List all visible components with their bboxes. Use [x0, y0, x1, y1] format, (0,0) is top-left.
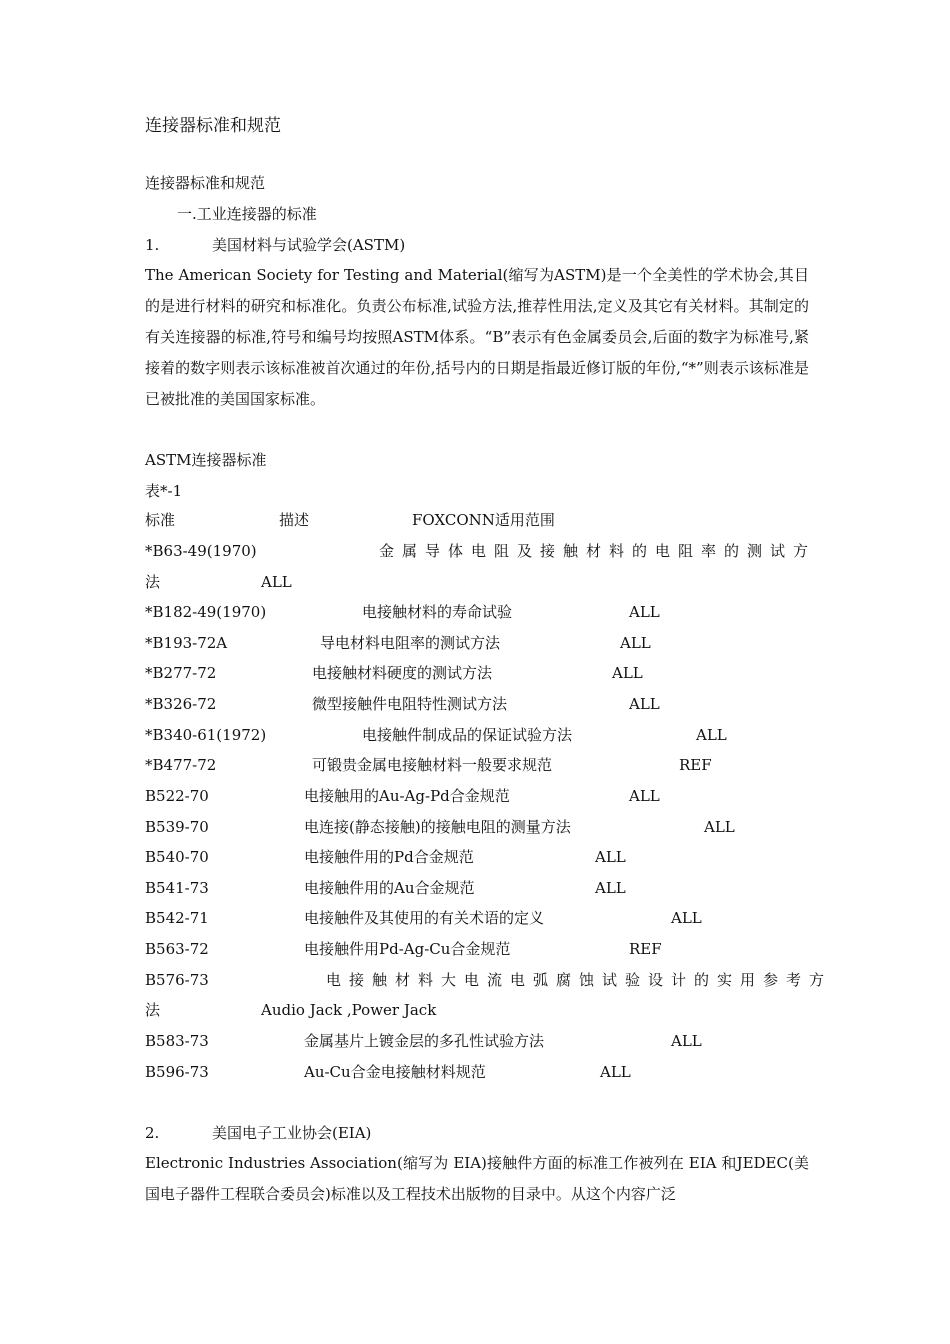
table-row — [145, 847, 809, 867]
row-description: 导电材料电阻率的测试方法 — [320, 634, 501, 652]
row-standard: *B182-49(1970) — [145, 603, 267, 621]
table-row-continuation — [145, 1000, 809, 1020]
document-subtitle: 连接器标准和规范 — [145, 174, 266, 192]
row-standard: *B193-72A — [145, 634, 228, 652]
document-title: 连接器标准和规范 — [145, 116, 281, 136]
row-description: Au-Cu合金电接触材料规范 — [304, 1063, 486, 1081]
row-scope: ALL — [612, 664, 643, 682]
table-row — [145, 1062, 809, 1082]
row-description: 电连接(静态接触)的接触电阻的测量方法 — [304, 818, 571, 836]
row-standard: *B326-72 — [145, 695, 217, 713]
row-description: 可锻贵金属电接触材料一般要求规范 — [312, 756, 553, 774]
table-row — [145, 878, 809, 898]
table-row — [145, 1031, 809, 1051]
row-description: 电接触件及其使用的有关术语的定义 — [304, 909, 545, 927]
row-standard: B583-73 — [145, 1032, 209, 1050]
row-description: 电接触件用的Au合金规范 — [304, 879, 475, 897]
row-description-continued: 法 — [145, 573, 161, 591]
row-scope: ALL — [671, 1032, 702, 1050]
table-row — [145, 663, 809, 683]
table-row — [145, 725, 809, 745]
row-description: 金属导体电阻及接触材料的电阻率的测试方 — [379, 542, 817, 560]
table-row — [145, 908, 809, 928]
table-row — [145, 970, 833, 990]
table-row — [145, 939, 809, 959]
row-scope: ALL — [261, 573, 292, 591]
table-row — [145, 633, 809, 653]
row-description: 微型接触件电阻特性测试方法 — [312, 695, 508, 713]
row-scope: ALL — [704, 818, 735, 836]
eia-paragraph: Electronic Industries Association(缩写为 EIA)接触件方面的标准工作被列在 EIA 和JEDEC(美国电子器件工程联合委员会)标准以及工程技术出版物的目录中。从这个内容广泛 — [145, 1154, 809, 1203]
astm-table-title: ASTM连接器标准 — [145, 451, 267, 469]
astm-paragraph: The American Society for Testing and Material(缩写为ASTM)是一个全美性的学术协会,其目的是进行材料的研究和标准化。负责公布标准,试验方法,推荐性用法,定义及其它有关材料。其制定的有关连接器的标准,符号和编号均按照ASTM体系。“B”表示有色金属委员会,后面的数字为标准号,紧接着的数字则表示该标准被首次通过的年份,括号内的日期是指最近修订版的年份,“*”则表示该标准是已被批准的美国国家标准。 — [145, 266, 809, 408]
table-row-continuation — [145, 572, 809, 592]
row-scope: ALL — [671, 909, 702, 927]
section-heading: 一.工业连接器的标准 — [177, 205, 317, 223]
header-scope: FOXCONN适用范围 — [412, 511, 555, 529]
row-scope: ALL — [629, 787, 660, 805]
row-standard: B596-73 — [145, 1063, 209, 1081]
astm-title: 美国材料与试验学会(ASTM) — [212, 236, 406, 254]
row-description: 金属基片上镀金层的多孔性试验方法 — [304, 1032, 545, 1050]
row-description-continued: 法 — [145, 1001, 161, 1019]
row-standard: *B277-72 — [145, 664, 217, 682]
astm-table-label: 表*-1 — [145, 482, 183, 500]
row-description: 电接触用的Au-Ag-Pd合金规范 — [304, 787, 510, 805]
row-scope: ALL — [595, 879, 626, 897]
table-row — [145, 755, 809, 775]
row-scope: ALL — [629, 695, 660, 713]
astm-number: 1. — [145, 236, 160, 254]
table-header-row — [145, 510, 809, 530]
row-scope: ALL — [696, 726, 727, 744]
table-row — [145, 541, 817, 561]
row-scope: Audio Jack ,Power Jack — [261, 1001, 437, 1019]
row-description: 电接触材料的寿命试验 — [362, 603, 513, 621]
astm-heading — [145, 235, 406, 255]
table-row — [145, 602, 809, 622]
row-description: 电接触件用Pd-Ag-Cu合金规范 — [304, 940, 511, 958]
row-scope: ALL — [629, 603, 660, 621]
row-scope: ALL — [600, 1063, 631, 1081]
row-standard: B542-71 — [145, 909, 209, 927]
row-standard: B563-72 — [145, 940, 209, 958]
row-standard: *B340-61(1972) — [145, 726, 267, 744]
eia-title: 美国电子工业协会(EIA) — [212, 1124, 372, 1142]
row-standard: *B477-72 — [145, 756, 217, 774]
table-row — [145, 694, 809, 714]
header-standard: 标准 — [145, 511, 176, 529]
row-description: 电接触材料大电流电弧腐蚀试验设计的实用参考方 — [326, 971, 833, 989]
row-standard: B522-70 — [145, 787, 209, 805]
row-scope: REF — [629, 940, 662, 958]
row-description: 电接触件用的Pd合金规范 — [304, 848, 474, 866]
table-row — [145, 817, 809, 837]
row-standard: B539-70 — [145, 818, 209, 836]
eia-number: 2. — [145, 1124, 160, 1142]
eia-heading — [145, 1123, 372, 1143]
row-scope: ALL — [620, 634, 651, 652]
row-scope: ALL — [595, 848, 626, 866]
row-standard: B576-73 — [145, 971, 209, 989]
row-description: 电接触材料硬度的测试方法 — [312, 664, 493, 682]
row-scope: REF — [679, 756, 712, 774]
header-description: 描述 — [279, 511, 310, 529]
table-row — [145, 786, 809, 806]
row-standard: B541-73 — [145, 879, 209, 897]
row-standard: B540-70 — [145, 848, 209, 866]
row-standard: *B63-49(1970) — [145, 542, 257, 560]
row-description: 电接触件制成品的保证试验方法 — [362, 726, 573, 744]
